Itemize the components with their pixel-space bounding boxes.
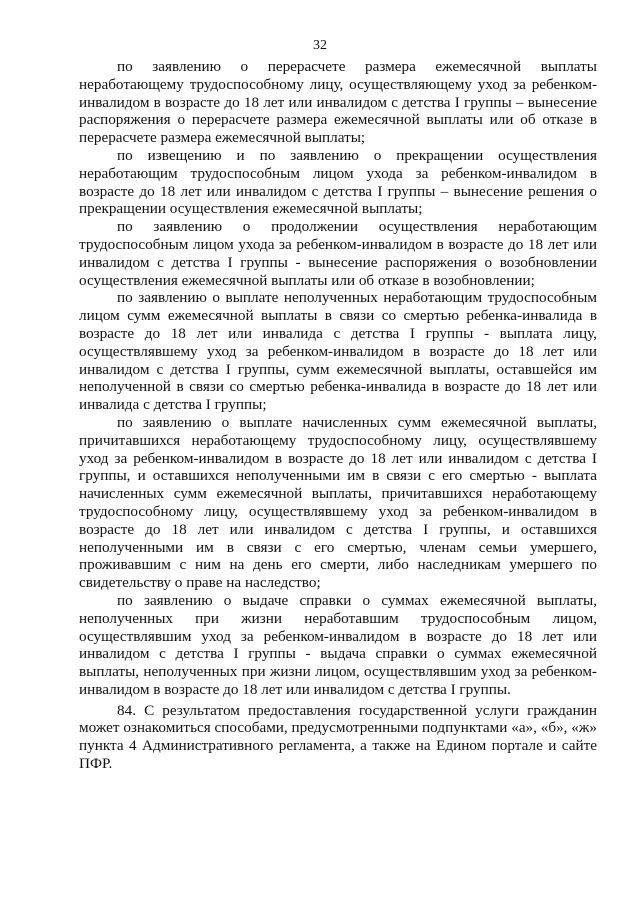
paragraph-certificate: по заявлению о выдаче справки о суммах ежемесячной выплаты, неполученных при жизни неработавшим трудоспособным лицом, осуществлявшим уход за ребенком-инвалидом в возрасте до 18 лет или инвалидом с детства I группы - выдача справки о суммах ежемесячной выплаты, неполученных при жизни лицом, осуществлявшим уход за ребенком-инвалидом в возрасте до 18 лет или инвалидом с детства I группы. — [79, 591, 597, 698]
clause-84: 84. С результатом предоставления государственной услуги гражданин может ознакомиться способами, предусмотренными подпунктами «а», «б», «ж» пункта 4 Административного регламента, а также на Едином портале и сайте ПФР. — [79, 701, 597, 773]
paragraph-recalculation: по заявлению о перерасчете размера ежемесячной выплаты неработающему трудоспособному лицу, осуществляющему уход за ребенком-инвалидом в возрасте до 18 лет или инвалидом с детства I группы – вынесение распоряжения о перерасчете размера ежемесячной выплаты или об отказе в перерасчете размера ежемесячной выплаты; — [79, 58, 597, 147]
page-number: 32 — [313, 38, 327, 53]
paragraph-death-of-child: по заявлению о выплате неполученных неработающим трудоспособным лицом сумм ежемесячной выплаты в связи со смертью ребенка-инвалида в возрасте до 18 лет или инвалида с детства I группы - выплата лицу, осуществлявшему уход за ребенком-инвалидом в возрасте до 18 лет или инвалидом с детства I группы, сумм ежемесячной выплаты, оставшейся им неполученной в связи со смертью ребенка-инвалида в возрасте до 18 лет или инвалида с детства I группы; — [79, 289, 597, 414]
paragraph-continuation: по заявлению о продолжении осуществления неработающим трудоспособным лицом ухода за ребенком-инвалидом в возрасте до 18 лет или инвалидом с детства I группы - вынесение распоряжения о возобновлении осуществления ежемесячной выплаты или об отказе в возобновлении; — [79, 218, 597, 289]
document-body — [79, 58, 597, 773]
paragraph-termination: по извещению и по заявлению о прекращении осуществления неработающим трудоспособным лицом ухода за ребенком-инвалидом в возрасте до 18 лет или инвалидом с детства I группы – вынесение решения о прекращении осуществления ежемесячной выплаты; — [79, 146, 597, 218]
paragraph-death-of-caregiver: по заявлению о выплате начисленных сумм ежемесячной выплаты, причитавшихся неработающему трудоспособному лицу, осуществлявшему уход за ребенком-инвалидом в возрасте до 18 лет или инвалидом с детства I группы, и оставшихся неполученными им в связи с его смертью - выплата начисленных сумм ежемесячной выплаты, причитавшихся неработающему трудоспособному лицу, осуществлявшему уход за ребенком-инвалидом в возрасте до 18 лет или инвалидом с детства I группы, и оставшихся неполученными им в связи с его смертью, членам семьи умершего, проживавшим с ним на день его смерти, либо наследникам умершего по свидетельству о праве на наследство; — [79, 413, 597, 592]
